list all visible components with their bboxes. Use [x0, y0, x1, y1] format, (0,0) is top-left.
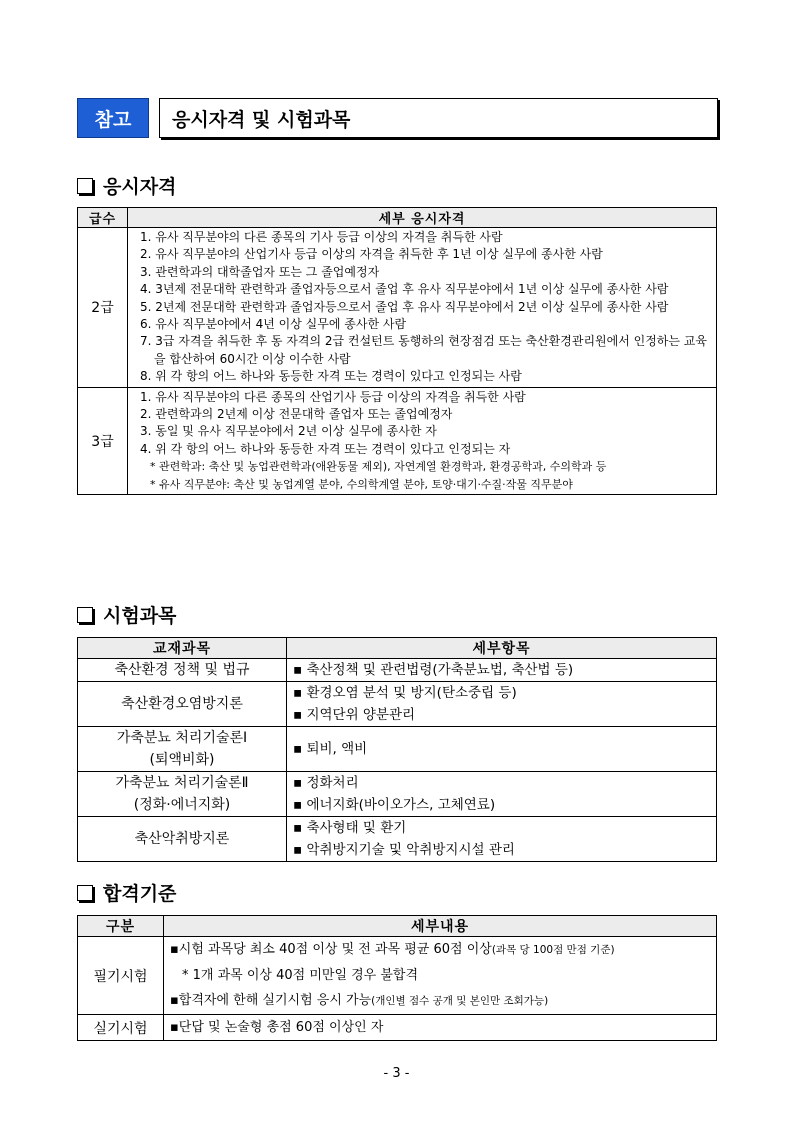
subject-text: 가축분뇨 처리기술론Ⅱ [115, 775, 249, 791]
subject-subtext: (정화·에너지화) [133, 797, 231, 813]
detail-item: ▪ 정화처리 [293, 775, 359, 791]
subject-text: 축산환경 정책 및 법규 [114, 662, 250, 678]
grade-label: 3급 [78, 387, 128, 494]
reference-badge: 참고 [77, 98, 149, 138]
subjects-table [77, 637, 717, 862]
footnote: * 관련학과: 축산 및 농업관련학과(애완동물 제외), 자연계열 환경학과, 환경공학과, 수의학과 등 [150, 460, 607, 474]
checkbox-square-icon [77, 607, 93, 623]
table-row [78, 387, 717, 494]
table-row [78, 1015, 717, 1041]
subject-name [78, 682, 287, 727]
section-heading-pass [77, 879, 176, 906]
list-item: 4. 3년제 전문대학 관련학과 졸업자등으로서 졸업 후 유사 직무분야에서 1년 이상 실무에 종사한 사람 [140, 282, 669, 297]
checkbox-square-icon [77, 178, 93, 194]
subject-text: 가축분뇨 처리기술론Ⅰ [116, 730, 248, 746]
criteria-note: (과목 당 100점 만점 기준) [491, 944, 615, 956]
list-item: 6. 유사 직무분야에서 4년 이상 실무에 종사한 사람 [140, 317, 407, 332]
list-item: 3. 관련학과의 대학졸업자 또는 그 졸업예정자 [140, 264, 380, 279]
list-item: 8. 위 각 항의 어느 하나와 동등한 자격 또는 경력이 있다고 인정되는 사람 [140, 369, 522, 384]
table-row [78, 682, 717, 727]
detail-item: ▪ 에너지화(바이오가스, 고체연료) [293, 797, 496, 813]
list-item: 4. 위 각 항의 어느 하나와 동등한 자격 또는 경력이 있다고 인정되는 자 [140, 441, 511, 456]
table-row [78, 659, 717, 682]
subject-subtext: (퇴액비화) [149, 752, 215, 768]
criteria-line: ▪단답 및 논술형 총점 60점 이상인 자 [170, 1020, 384, 1035]
table-row [78, 727, 717, 772]
list-item: 5. 2년제 전문대학 관련학과 졸업자등으로서 졸업 후 유사 직무분야에서 2년 이상 실무에 종사한 사람 [140, 299, 669, 314]
subject-name [78, 659, 287, 682]
table-row [78, 817, 717, 862]
criteria-text: ▪시험 과목당 최소 40점 이상 및 전 과목 평균 60점 이상 [170, 942, 492, 957]
practical-criteria [164, 1015, 717, 1041]
detail-item: ▪ 축사형태 및 환기 [293, 820, 407, 836]
table-row [78, 772, 717, 817]
section-heading-text: 응시자격 [103, 176, 177, 198]
detail-item: ▪ 지역단위 양분관리 [293, 707, 416, 723]
header-category: 구분 [78, 916, 164, 937]
detail-item: ▪ 악취방지기술 및 악취방지시설 관리 [293, 842, 515, 858]
subject-name [78, 817, 287, 862]
list-item: 2. 관련학과의 2년제 이상 전문대학 졸업자 또는 졸업예정자 [140, 407, 453, 422]
grade2-items [128, 228, 717, 388]
category-label: 필기시험 [78, 937, 164, 1015]
subject-name [78, 727, 287, 772]
page-number: - 3 - [383, 1066, 410, 1081]
subject-details [287, 772, 717, 817]
detail-item: ▪ 퇴비, 액비 [293, 741, 368, 757]
table-row [78, 228, 717, 388]
table-row [78, 937, 717, 1015]
list-item: 1. 유사 직무분야의 다른 종목의 기사 등급 이상의 자격을 취득한 사람 [140, 230, 503, 244]
criteria-line: * 1개 과목 이상 40점 미만일 경우 불합격 [182, 968, 419, 983]
header-detail: 세부항목 [287, 638, 717, 659]
qualifications-table [77, 207, 717, 495]
header-detail: 세부 응시자격 [128, 208, 717, 228]
page-title: 응시자격 및 시험과목 [159, 98, 718, 138]
criteria-note: (개인별 점수 공개 및 본인만 조회가능) [371, 995, 549, 1007]
subject-details [287, 817, 717, 862]
criteria-line [170, 937, 716, 963]
grade3-items [128, 387, 717, 494]
section-heading-text: 시험과목 [103, 605, 177, 627]
header-grade: 급수 [78, 208, 128, 228]
grade-label: 2급 [78, 228, 128, 388]
subject-details [287, 727, 717, 772]
section-heading-text: 합격기준 [103, 883, 177, 905]
list-item: 7. 3급 자격을 취득한 후 동 자격의 2급 컨설턴트 동행하의 현장점검 또는 축산환경관리원에서 인정하는 교육을 합산하여 60시간 이상 이수한 사람 [140, 334, 707, 366]
subject-details [287, 682, 717, 727]
table-header-row [78, 208, 717, 228]
written-criteria [164, 937, 717, 1015]
category-label: 실기시험 [78, 1015, 164, 1041]
criteria-text: ▪합격자에 한해 실기시험 응시 가능 [170, 993, 372, 1008]
subject-text: 축산악취방지론 [134, 831, 230, 847]
footnote: * 유사 직무분야: 축산 및 농업계열 분야, 수의학계열 분야, 토양·대기·수질·작물 직무분야 [150, 477, 573, 491]
section-heading-subjects [77, 601, 176, 628]
list-item: 2. 유사 직무분야의 산업기사 등급 이상의 자격을 취득한 후 1년 이상 실무에 종사한 사람 [140, 247, 603, 262]
detail-item: ▪ 환경오염 분석 및 방지(탄소중립 등) [293, 685, 517, 701]
subject-details [287, 659, 717, 682]
header-detail: 세부내용 [164, 916, 717, 937]
table-header-row [78, 638, 717, 659]
list-item: 3. 동일 및 유사 직무분야에서 2년 이상 실무에 종사한 자 [140, 424, 437, 439]
criteria-line [170, 988, 716, 1014]
pass-criteria-table [77, 915, 717, 1041]
table-header-row [78, 916, 717, 937]
subject-text: 축산환경오염방지론 [121, 696, 243, 712]
header-subject: 교재과목 [78, 638, 287, 659]
section-heading-qualifications [77, 172, 176, 199]
list-item: 1. 유사 직무분야의 다른 종목의 산업기사 등급 이상의 자격을 취득한 사람 [140, 389, 526, 404]
page-title-row [77, 98, 718, 138]
detail-item: ▪ 축산정책 및 관련법령(가축분뇨법, 축산법 등) [293, 662, 574, 678]
checkbox-square-icon [77, 885, 93, 901]
subject-name [78, 772, 287, 817]
